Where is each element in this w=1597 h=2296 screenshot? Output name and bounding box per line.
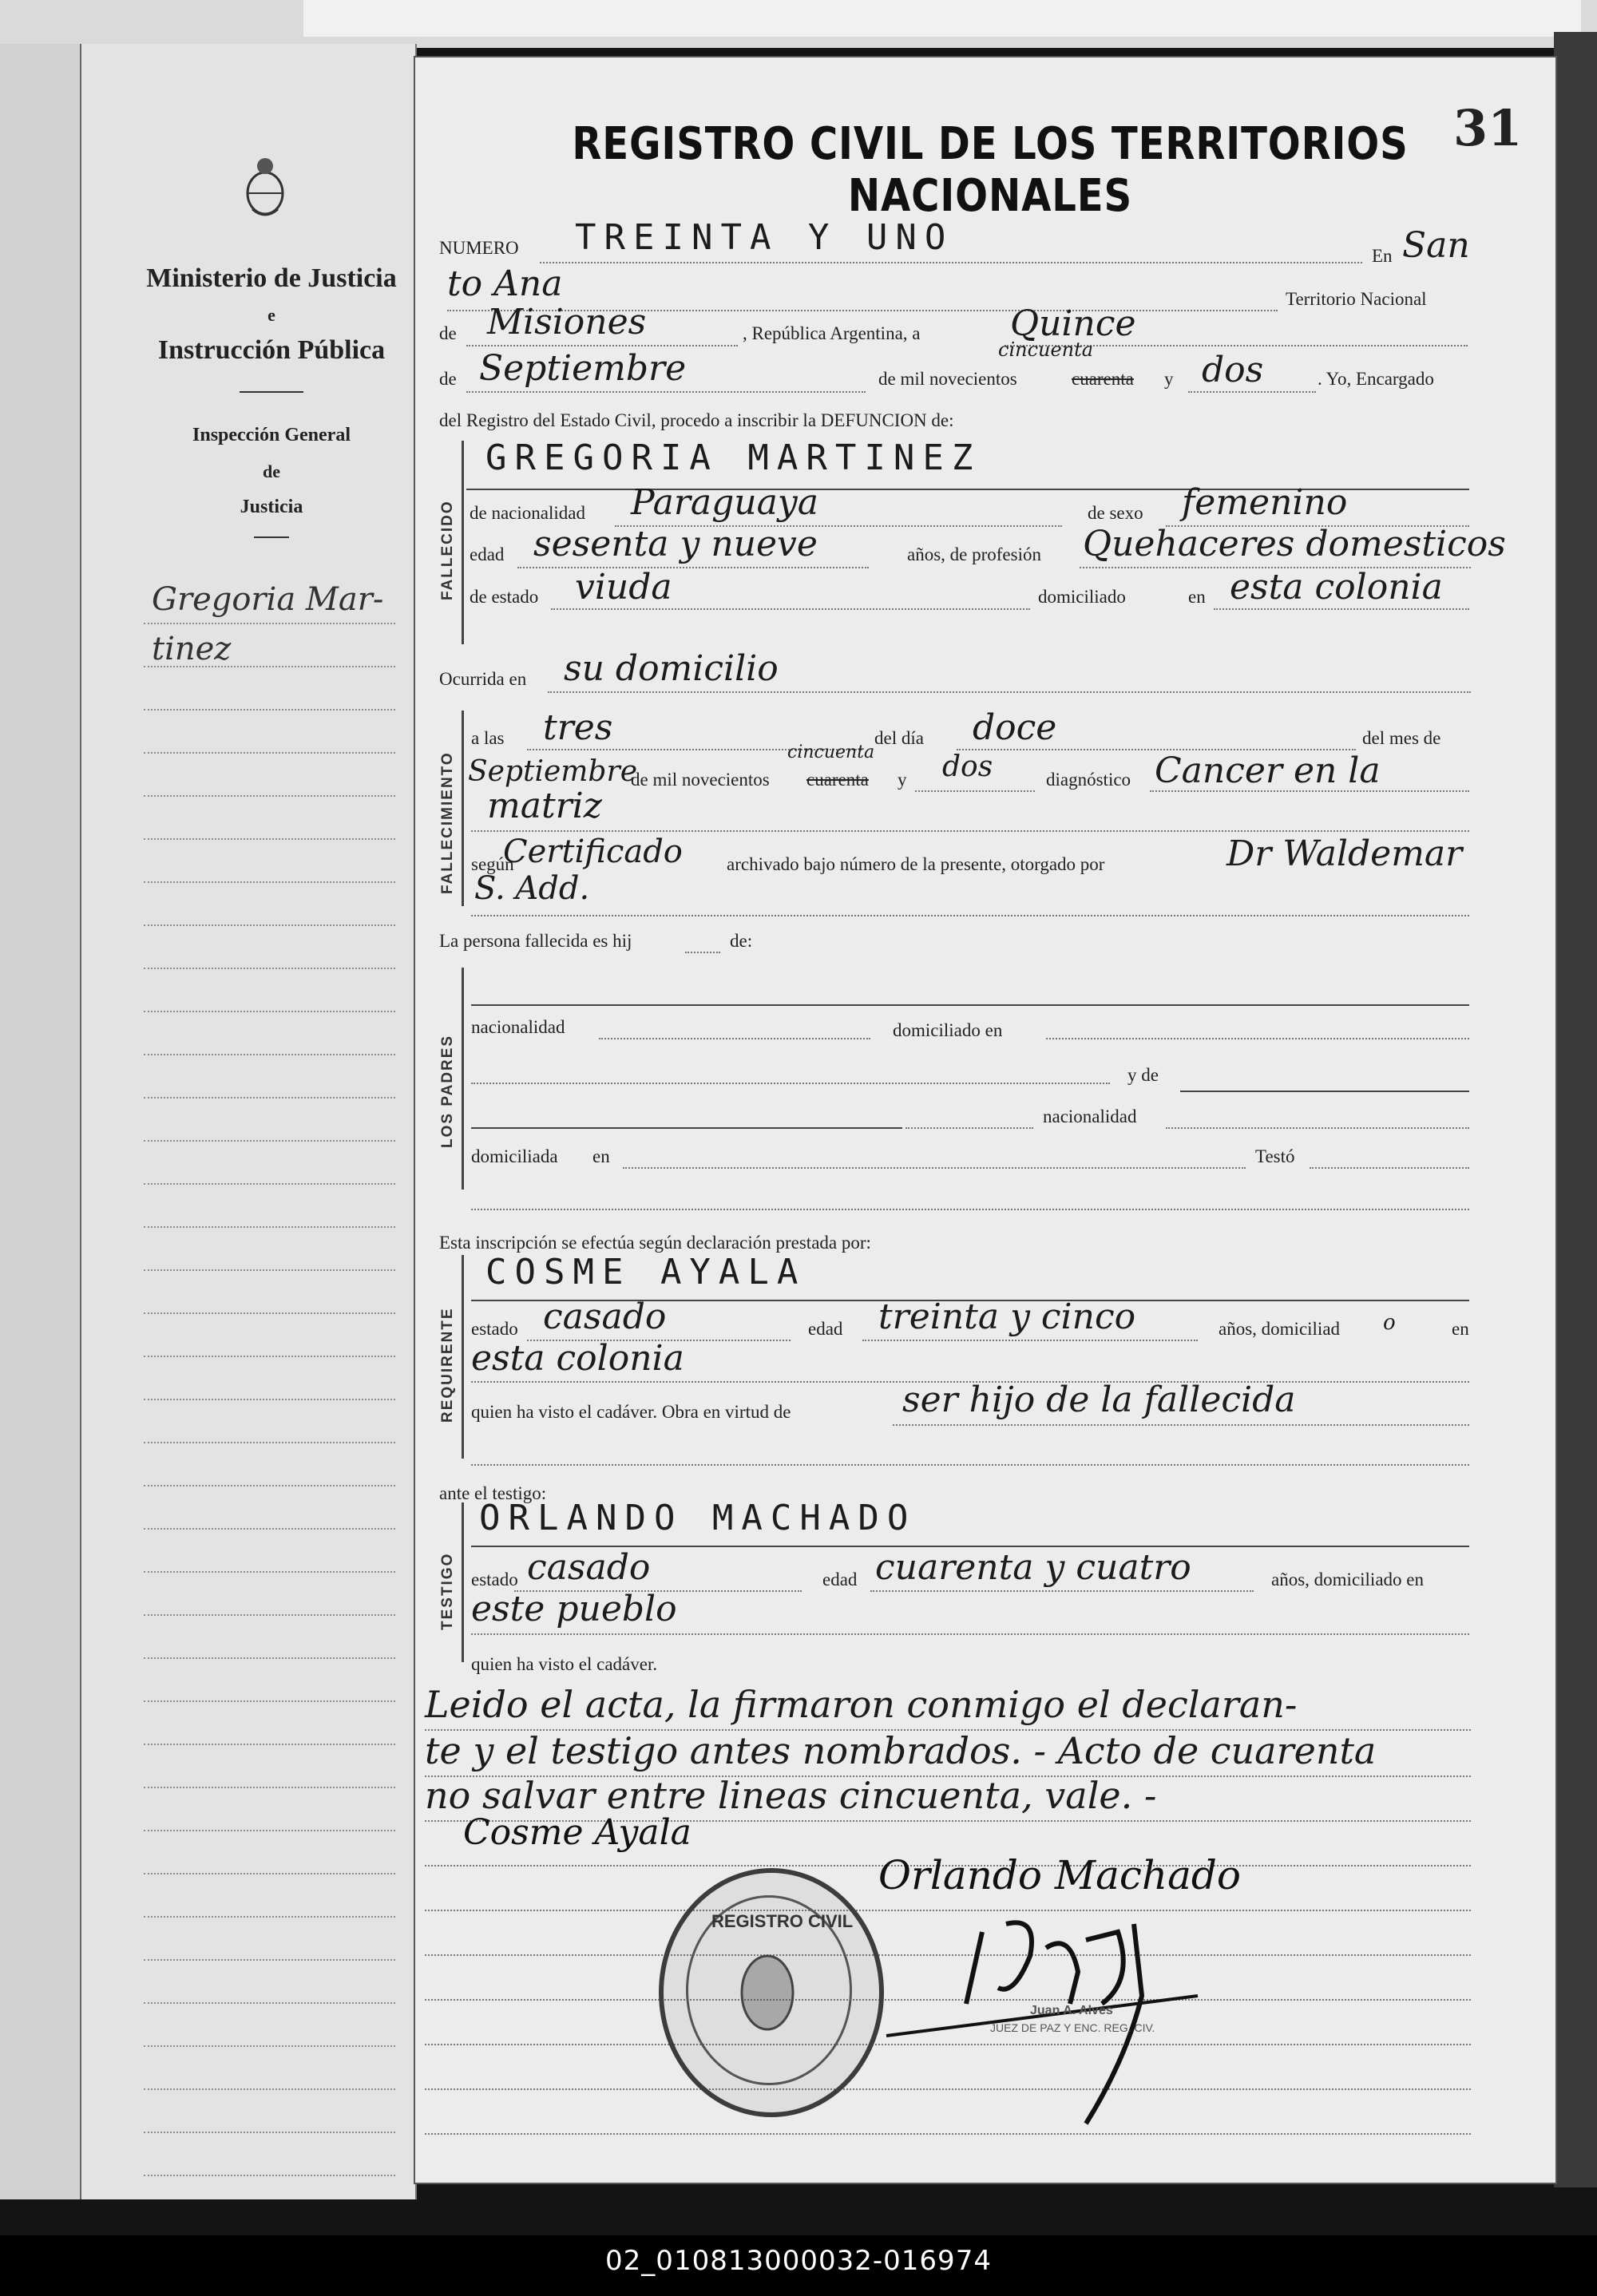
dotted-line bbox=[862, 1340, 1198, 1341]
ministry-title-line3: Instrucción Pública bbox=[157, 335, 386, 365]
testigo-estado-value: casado bbox=[527, 1547, 651, 1588]
dotted-line bbox=[623, 1167, 1246, 1169]
section-bracket bbox=[462, 1502, 464, 1662]
scan-background-top bbox=[0, 0, 1597, 48]
solid-line bbox=[471, 1004, 1469, 1006]
place-value-1: San bbox=[1402, 225, 1470, 266]
ruled-line bbox=[144, 1614, 395, 1616]
testigo-edad-label: edad bbox=[822, 1570, 858, 1589]
ruled-line bbox=[144, 623, 395, 624]
mil-label: de mil novecientos bbox=[631, 770, 770, 790]
certificado-value-2: S. Add. bbox=[474, 870, 590, 907]
estado-value: viuda bbox=[575, 567, 672, 608]
dotted-line bbox=[540, 262, 1362, 263]
segun-label: según bbox=[471, 854, 514, 874]
archivado-label: archivado bajo número de la presente, otorgado por bbox=[727, 854, 1105, 874]
month-value: Septiembre bbox=[479, 348, 687, 389]
requirente-domiciliad-suffix: o bbox=[1383, 1311, 1396, 1335]
ruled-line bbox=[144, 1787, 395, 1788]
madre-domiciliada-label: domiciliada bbox=[471, 1146, 558, 1166]
en-label: En bbox=[1372, 246, 1393, 266]
day-value: Quince bbox=[1010, 303, 1136, 344]
signature-declarant: Cosme Ayala bbox=[463, 1812, 692, 1853]
domicilio-value: esta colonia bbox=[1230, 567, 1443, 608]
dotted-line bbox=[471, 1633, 1469, 1635]
place-value-2: to Ana bbox=[447, 263, 563, 304]
closing-line3: no salvar entre lineas cincuenta, vale. - bbox=[425, 1774, 1157, 1817]
ruled-line bbox=[144, 2045, 395, 2047]
ruled-line bbox=[144, 1269, 395, 1271]
dotted-line bbox=[551, 608, 1030, 610]
sexo-label: de sexo bbox=[1088, 503, 1143, 523]
signature-witness: Orlando Machado bbox=[878, 1852, 1242, 1898]
divider bbox=[240, 391, 303, 393]
ministry-title-line1: Ministerio de Justicia bbox=[146, 263, 397, 293]
en-label: en bbox=[1188, 587, 1206, 607]
requirente-estado-value: casado bbox=[543, 1296, 667, 1337]
testigo-domicilio-value: este pueblo bbox=[471, 1589, 677, 1629]
requirente-visto-label: quien ha visto el cadáver. Obra en virtud de bbox=[471, 1402, 791, 1422]
ruled-line bbox=[144, 1657, 395, 1659]
inspection-line3: Justicia bbox=[240, 497, 303, 517]
ruled-line bbox=[144, 1356, 395, 1357]
ruled-line bbox=[144, 709, 395, 711]
dotted-line bbox=[685, 952, 720, 953]
page-title: REGISTRO CIVIL DE LOS TERRITORIOS NACIONALES bbox=[572, 118, 1409, 222]
madre-nacionalidad-label: nacionalidad bbox=[1043, 1106, 1137, 1126]
deceased-name: GREGORIA MARTINEZ bbox=[485, 437, 981, 478]
ruled-line bbox=[144, 1830, 395, 1831]
certificado-value-1: Certificado bbox=[503, 833, 683, 870]
book-edge-shadow bbox=[1554, 32, 1597, 2187]
ruled-line bbox=[144, 838, 395, 840]
ruled-line bbox=[144, 1312, 395, 1314]
y-label: y bbox=[898, 770, 907, 790]
official-stamp bbox=[659, 1868, 884, 2117]
section-bracket bbox=[462, 441, 464, 644]
edad-label: edad bbox=[470, 544, 505, 564]
sexo-value: femenino bbox=[1182, 482, 1348, 523]
ruled-line bbox=[144, 1916, 395, 1918]
closing-line2: te y el testigo antes nombrados. - Acto de cuarenta bbox=[425, 1729, 1377, 1772]
folio-number: 31 bbox=[1453, 99, 1523, 157]
section-bracket bbox=[462, 1255, 464, 1459]
margin-note-line1: Gregoria Mar- bbox=[152, 581, 384, 618]
solid-line bbox=[1180, 1091, 1469, 1092]
ruled-line bbox=[144, 1183, 395, 1185]
cuarenta-struck: cuarenta bbox=[1072, 369, 1134, 389]
ruled-line bbox=[144, 1571, 395, 1573]
scan-reference-code: 02_010813000032-016974 bbox=[605, 2245, 992, 2277]
dotted-line bbox=[471, 1083, 1110, 1084]
section-label-fallecido: FALLECIDO bbox=[439, 500, 456, 600]
ministry-title-line2: e bbox=[267, 305, 275, 325]
dia-value: doce bbox=[973, 707, 1057, 748]
testigo-intro: ante el testigo: bbox=[439, 1483, 547, 1503]
de-label: de bbox=[439, 323, 457, 343]
dotted-line bbox=[471, 915, 1469, 916]
testo-label: Testó bbox=[1255, 1146, 1295, 1166]
registro-line: del Registro del Estado Civil, procedo a inscribir la DEFUNCION de: bbox=[439, 410, 954, 430]
dotted-line bbox=[1310, 1167, 1469, 1169]
y-label: y bbox=[1164, 369, 1174, 389]
testigo-visto-label: quien ha visto el cadáver. bbox=[471, 1654, 658, 1674]
padre-domiciliado-label: domiciliado en bbox=[893, 1020, 1003, 1040]
left-page-edge bbox=[0, 44, 81, 2199]
dotted-line bbox=[1166, 1127, 1469, 1129]
dotted-line bbox=[466, 391, 866, 393]
dia-label: del día bbox=[874, 728, 924, 748]
requirente-domicilio-value: esta colonia bbox=[471, 1338, 684, 1379]
hijo-label: La persona fallecida es hij bbox=[439, 931, 632, 951]
a-las-label: a las bbox=[471, 728, 505, 748]
nacionalidad-label: de nacionalidad bbox=[470, 503, 585, 523]
section-bracket bbox=[462, 711, 464, 906]
requirente-estado-label: estado bbox=[471, 1319, 518, 1339]
year-value: dos bbox=[1202, 350, 1264, 390]
ruled-line bbox=[144, 2088, 395, 2090]
inspection-line1: Inspección General bbox=[192, 425, 351, 445]
padres-de-label: de: bbox=[730, 931, 753, 951]
profesion-label: años, de profesión bbox=[907, 544, 1041, 564]
ruled-line bbox=[144, 1054, 395, 1055]
yo-label: . Yo, Encargado bbox=[1318, 369, 1434, 389]
dotted-line bbox=[599, 1038, 870, 1039]
margin-note bbox=[152, 575, 407, 674]
padre-nacionalidad-label: nacionalidad bbox=[471, 1017, 565, 1037]
ruled-line bbox=[144, 795, 395, 797]
diagnostico-label: diagnóstico bbox=[1046, 770, 1131, 790]
ruled-line bbox=[144, 2132, 395, 2133]
ruled-line bbox=[144, 924, 395, 926]
edad-value: sesenta y nueve bbox=[533, 524, 818, 564]
section-bracket bbox=[462, 968, 464, 1190]
solid-line bbox=[471, 1127, 902, 1129]
ruled-line bbox=[144, 1528, 395, 1530]
section-label-requirente: REQUIRENTE bbox=[439, 1307, 456, 1423]
hora-value: tres bbox=[543, 707, 613, 748]
diagnostico-value-2: matriz bbox=[487, 786, 602, 826]
requirente-en-label: en bbox=[1452, 1319, 1469, 1339]
mes-value: Septiembre bbox=[468, 755, 637, 788]
section-label-padres: LOS PADRES bbox=[439, 1034, 456, 1148]
national-seal-icon bbox=[244, 153, 286, 222]
y-de-label: y de bbox=[1127, 1065, 1159, 1085]
officer-signature-mark bbox=[878, 1900, 1246, 2140]
de-label: de bbox=[439, 369, 457, 389]
territory-value: Misiones bbox=[487, 302, 647, 342]
closing-line1: Leido el acta, la firmaron conmigo el declaran- bbox=[425, 1683, 1298, 1726]
mil-label: de mil novecientos bbox=[878, 369, 1017, 389]
divider bbox=[254, 536, 289, 538]
cincuenta-inserted: cincuenta bbox=[787, 742, 875, 762]
cincuenta-inserted: cincuenta bbox=[998, 338, 1094, 361]
officer-name: Juan A. Alves bbox=[1030, 2004, 1113, 2017]
ocurrida-label: Ocurrida en bbox=[439, 669, 527, 689]
testigo-name: ORLANDO MACHADO bbox=[479, 1498, 917, 1538]
section-label-fallecimiento: FALLECIMIENTO bbox=[439, 751, 456, 894]
domiciliado-label: domiciliado bbox=[1038, 587, 1126, 607]
ruled-line bbox=[144, 968, 395, 969]
testigo-edad-value: cuarenta y cuatro bbox=[875, 1547, 1191, 1588]
stamp-text: REGISTRO CIVIL bbox=[711, 1911, 854, 1931]
ruled-line bbox=[144, 1097, 395, 1099]
requirente-edad-label: edad bbox=[808, 1319, 843, 1339]
otorgado-por-value: Dr Waldemar bbox=[1226, 833, 1463, 874]
ruled-line bbox=[144, 1485, 395, 1486]
estado-label: de estado bbox=[470, 587, 539, 607]
nacionalidad-value: Paraguaya bbox=[631, 482, 818, 523]
dotted-line bbox=[517, 567, 869, 568]
dotted-line bbox=[870, 1590, 1254, 1592]
ruled-line bbox=[144, 1700, 395, 1702]
ocurrida-value: su domicilio bbox=[564, 648, 779, 689]
ruled-line bbox=[144, 881, 395, 883]
requirente-virtud-value: ser hijo de la fallecida bbox=[902, 1380, 1296, 1420]
cuarenta-struck: cuarenta bbox=[806, 770, 869, 790]
dotted-line bbox=[905, 1127, 1033, 1129]
ruled-line bbox=[144, 1744, 395, 1745]
ruled-line bbox=[144, 2002, 395, 2004]
profesion-value: Quehaceres domesticos bbox=[1083, 524, 1506, 564]
republica-label: , República Argentina, a bbox=[743, 323, 921, 343]
ruled-line bbox=[144, 1873, 395, 1874]
numero-label: NUMERO bbox=[439, 238, 519, 258]
numero-value: TREINTA Y UNO bbox=[575, 217, 954, 258]
section-label-testigo: TESTIGO bbox=[439, 1552, 456, 1630]
ruled-line bbox=[144, 752, 395, 754]
ruled-line bbox=[144, 1011, 395, 1012]
dotted-line bbox=[1188, 391, 1316, 393]
anio-value: dos bbox=[942, 750, 993, 783]
ruled-line bbox=[144, 1140, 395, 1142]
ruled-line bbox=[144, 666, 395, 667]
ruled-line bbox=[144, 1442, 395, 1443]
madre-en-label: en bbox=[592, 1146, 610, 1166]
margin-note-line2: tinez bbox=[152, 631, 232, 667]
diagnostico-value-1: Cancer en la bbox=[1155, 750, 1381, 791]
inspection-line2: de bbox=[263, 461, 280, 481]
dotted-line bbox=[915, 790, 1035, 792]
ruled-line bbox=[144, 1226, 395, 1228]
dotted-line bbox=[1214, 608, 1469, 610]
testigo-estado-label: estado bbox=[471, 1570, 518, 1589]
dotted-line bbox=[471, 1464, 1469, 1466]
requirente-name: COSME AYALA bbox=[485, 1252, 806, 1292]
dotted-line bbox=[466, 345, 738, 346]
stamp-emblem-icon bbox=[735, 1945, 799, 2041]
officer-title: JUEZ DE PAZ Y ENC. REG. CIV. bbox=[990, 2021, 1155, 2034]
testigo-anios-label: años, domiciliado en bbox=[1271, 1570, 1424, 1589]
mes-label: del mes de bbox=[1362, 728, 1441, 748]
territorio-label: Territorio Nacional bbox=[1286, 289, 1427, 309]
ruled-line bbox=[144, 1959, 395, 1961]
requirente-intro: Esta inscripción se efectúa según declaración prestada por: bbox=[439, 1233, 871, 1253]
requirente-anios-label: años, domiciliad bbox=[1219, 1319, 1341, 1339]
ruled-line bbox=[144, 1399, 395, 1400]
ruled-line bbox=[144, 2175, 395, 2176]
dotted-line bbox=[471, 830, 1469, 832]
requirente-edad-value: treinta y cinco bbox=[878, 1296, 1136, 1337]
dotted-line bbox=[548, 691, 1471, 693]
dotted-line bbox=[1150, 790, 1469, 792]
dotted-line bbox=[471, 1209, 1469, 1210]
dotted-line bbox=[1046, 1038, 1469, 1039]
dotted-line bbox=[893, 1424, 1469, 1426]
